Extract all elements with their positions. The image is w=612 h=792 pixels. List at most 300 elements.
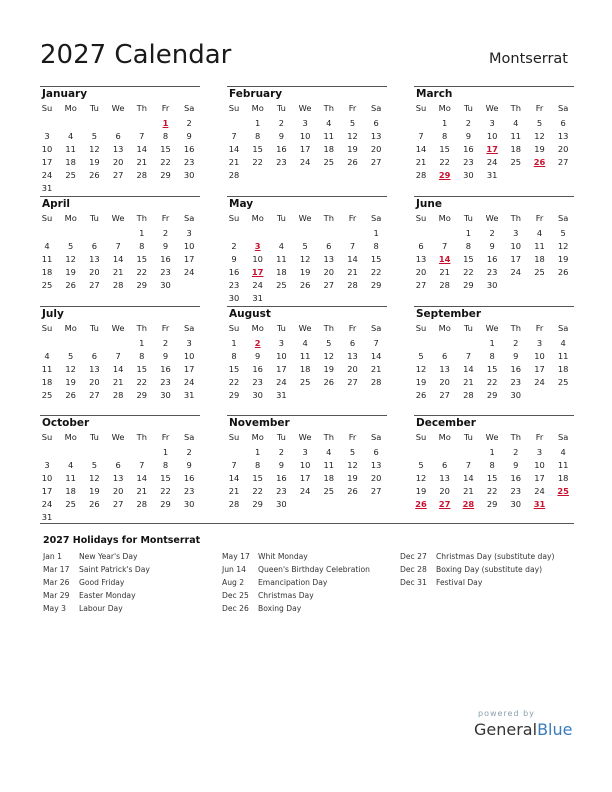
calendar-day: 29: [136, 389, 148, 400]
calendar-day: 14: [112, 253, 124, 264]
calendar-day: 4: [560, 447, 566, 457]
calendar-day: 6: [91, 240, 98, 251]
weekday-header: Tu: [463, 103, 473, 113]
calendar-day: 16: [486, 253, 498, 264]
calendar-day: 9: [278, 459, 285, 470]
calendar-day: 23: [160, 266, 171, 277]
calendar-day: 12: [299, 253, 311, 264]
calendar-day: 19: [299, 266, 311, 277]
calendar-day: 20: [347, 363, 358, 374]
calendar-day: 4: [560, 338, 566, 348]
weekday-header: Su: [228, 213, 240, 223]
calendar-bottom-divider: [40, 523, 574, 524]
weekday-header: Tu: [89, 103, 99, 113]
calendar-day: 26: [347, 485, 358, 496]
calendar-day: 15: [228, 363, 240, 374]
weekday-header: Sa: [558, 213, 569, 223]
holidays-title: 2027 Holidays for Montserrat: [43, 535, 201, 546]
calendar-day: 18: [299, 363, 311, 374]
month-divider: [227, 415, 387, 416]
holiday-date: 28: [462, 498, 475, 509]
holiday-date: 26: [533, 156, 546, 167]
calendar-day: 3: [44, 130, 50, 141]
calendar-day: 15: [136, 363, 148, 374]
weekday-header: We: [485, 213, 499, 223]
calendar-day: 3: [44, 459, 50, 470]
calendar-day: 22: [252, 156, 263, 167]
calendar-day: 8: [373, 240, 379, 251]
calendar-day: 24: [299, 156, 311, 167]
calendar-day: 8: [465, 240, 472, 251]
calendar-day: 5: [418, 350, 424, 361]
weekday-header: Fr: [348, 432, 357, 442]
weekday-header: Tu: [463, 432, 473, 442]
holiday-entry-name: Whit Monday: [258, 552, 308, 561]
holiday-date: 17: [486, 143, 498, 154]
calendar-day: 12: [65, 253, 76, 264]
calendar-day: 31: [183, 389, 195, 400]
calendar-day: 21: [439, 266, 450, 277]
calendar-day: 9: [465, 130, 472, 141]
calendar-day: 2: [513, 338, 519, 348]
calendar-day: 11: [41, 253, 53, 264]
calendar-day: 5: [536, 118, 543, 128]
calendar-day: 18: [557, 363, 569, 374]
calendar-day: 21: [370, 363, 382, 374]
weekday-header: Tu: [276, 103, 286, 113]
weekday-header: We: [298, 213, 312, 223]
calendar-day: 22: [463, 266, 474, 277]
calendar-day: 13: [89, 253, 100, 264]
holiday-date: 31: [533, 498, 546, 509]
calendar-day: 12: [347, 130, 358, 141]
month-divider: [414, 306, 574, 307]
calendar-day: 16: [463, 143, 474, 154]
weekday-header: Mo: [438, 103, 451, 113]
holiday-entry-name: Saint Patrick's Day: [79, 565, 150, 574]
calendar-day: 22: [160, 485, 171, 496]
calendar-day: 9: [255, 350, 261, 361]
holiday-date: 3: [254, 240, 261, 251]
weekday-header: Fr: [535, 103, 544, 113]
calendar-day: 29: [160, 169, 171, 180]
month-divider: [40, 415, 200, 416]
calendar-day: 13: [89, 363, 100, 374]
calendar-day: 9: [489, 240, 495, 251]
month-name: August: [229, 308, 271, 320]
weekday-header: Tu: [89, 432, 99, 442]
calendar-day: 1: [489, 447, 495, 457]
calendar-day: 7: [465, 350, 472, 361]
calendar-day: 18: [65, 485, 76, 496]
calendar-day: 5: [326, 338, 332, 348]
calendar-day: 24: [510, 266, 522, 277]
weekday-header: We: [111, 103, 125, 113]
holiday-entry-date: Dec 31: [400, 578, 427, 587]
calendar-day: 21: [228, 156, 240, 167]
weekday-header: We: [111, 432, 125, 442]
calendar-day: 21: [112, 266, 124, 277]
holiday-date: 14: [438, 253, 451, 264]
calendar-day: 31: [486, 169, 498, 180]
holiday-date: 2: [254, 338, 261, 348]
calendar-day: 25: [41, 389, 53, 400]
calendar-day: 4: [536, 228, 543, 238]
calendar-day: 13: [439, 363, 450, 374]
weekday-header: Su: [415, 213, 427, 223]
calendar-day: 1: [255, 118, 261, 128]
brand-general: General: [474, 720, 538, 739]
calendar-day: 7: [418, 130, 424, 141]
calendar-day: 19: [65, 376, 76, 387]
weekday-header: Th: [323, 432, 334, 442]
calendar-day: 28: [347, 279, 358, 290]
calendar-day: 6: [326, 240, 332, 251]
month-name: May: [229, 198, 254, 210]
calendar-day: 7: [349, 240, 356, 251]
calendar-day: 22: [136, 266, 148, 277]
holiday-entry-date: Dec 27: [400, 552, 427, 561]
calendar-day: 9: [278, 130, 285, 141]
calendar-day: 25: [510, 156, 522, 167]
holiday-date: 17: [251, 266, 264, 277]
holiday-date: 29: [438, 169, 451, 180]
holiday-entry-date: Mar 26: [43, 578, 70, 587]
calendar-day: 21: [136, 156, 148, 167]
calendar-day: 27: [370, 485, 382, 496]
holiday-date: 26: [415, 498, 427, 509]
calendar-day: 12: [89, 143, 100, 154]
calendar-day: 2: [231, 240, 237, 251]
month-name: March: [416, 88, 453, 100]
calendar-day: 17: [299, 472, 311, 483]
holiday-entry-date: Mar 29: [43, 591, 70, 600]
calendar-day: 9: [231, 253, 237, 264]
calendar-day: 10: [183, 240, 195, 251]
calendar-day: 28: [112, 279, 124, 290]
calendar-day: 29: [136, 279, 148, 290]
weekday-header: Mo: [64, 432, 77, 442]
calendar-day: 10: [41, 143, 53, 154]
calendar-day: 8: [231, 350, 237, 361]
calendar-day: 6: [373, 447, 379, 457]
calendar-day: 30: [252, 389, 263, 400]
weekday-header: Su: [228, 323, 240, 333]
calendar-day: 6: [373, 118, 379, 128]
calendar-day: 3: [186, 338, 192, 348]
calendar-day: 14: [112, 363, 124, 374]
calendar-day: 7: [373, 338, 379, 348]
calendar-day: 10: [299, 459, 311, 470]
calendar-day: 13: [112, 143, 124, 154]
month-divider: [227, 306, 387, 307]
calendar-day: 11: [323, 459, 335, 470]
calendar-day: 30: [276, 498, 287, 509]
holiday-entry-name: Queen's Birthday Celebration: [258, 565, 370, 574]
calendar-day: 26: [415, 389, 427, 400]
weekday-header: We: [111, 213, 125, 223]
calendar-day: 19: [65, 266, 76, 277]
weekday-header: Th: [136, 103, 147, 113]
calendar-day: 9: [162, 350, 169, 361]
calendar-day: 18: [323, 143, 335, 154]
calendar-day: 14: [415, 143, 427, 154]
calendar-day: 14: [228, 472, 240, 483]
calendar-day: 16: [228, 266, 240, 277]
calendar-day: 26: [65, 389, 76, 400]
calendar-day: 3: [513, 228, 519, 238]
calendar-day: 25: [65, 498, 76, 509]
calendar-day: 21: [347, 266, 358, 277]
calendar-day: 29: [486, 498, 498, 509]
weekday-header: Fr: [161, 103, 170, 113]
calendar-day: 12: [65, 363, 76, 374]
calendar-day: 15: [486, 363, 498, 374]
holiday-entry-date: Dec 28: [400, 565, 427, 574]
calendar-day: 1: [489, 338, 495, 348]
calendar-day: 24: [299, 485, 311, 496]
weekday-header: Sa: [371, 323, 382, 333]
calendar-day: 25: [557, 376, 569, 387]
calendar-day: 6: [442, 459, 448, 470]
calendar-day: 4: [326, 447, 332, 457]
calendar-day: 17: [299, 143, 311, 154]
calendar-day: 6: [560, 118, 566, 128]
calendar-day: 22: [252, 485, 263, 496]
calendar-day: 25: [276, 279, 287, 290]
calendar-day: 7: [442, 240, 448, 251]
weekday-header: Su: [415, 103, 427, 113]
weekday-header: Th: [510, 103, 521, 113]
calendar-day: 8: [255, 459, 261, 470]
month-name: September: [416, 308, 482, 320]
calendar-day: 18: [557, 472, 569, 483]
weekday-header: Th: [510, 213, 521, 223]
calendar-day: 2: [186, 447, 192, 457]
calendar-day: 18: [323, 472, 335, 483]
calendar-day: 31: [276, 389, 287, 400]
calendar-day: 30: [486, 279, 498, 290]
powered-by-text: powered by: [478, 709, 535, 718]
calendar-day: 20: [370, 143, 382, 154]
calendar-day: 23: [228, 279, 240, 290]
calendar-day: 5: [418, 459, 424, 470]
calendar-day: 20: [323, 266, 335, 277]
calendar-day: 18: [41, 376, 53, 387]
calendar-day: 6: [442, 350, 448, 361]
calendar-day: 2: [162, 338, 169, 348]
holiday-entry-date: Mar 17: [43, 565, 70, 574]
calendar-day: 16: [160, 363, 171, 374]
calendar-day: 1: [162, 447, 169, 457]
weekday-header: Tu: [276, 323, 286, 333]
weekday-header: Mo: [438, 213, 451, 223]
calendar-day: 18: [41, 266, 53, 277]
weekday-header: Mo: [251, 103, 264, 113]
calendar-day: 3: [302, 118, 308, 128]
calendar-day: 31: [41, 511, 53, 522]
calendar-day: 4: [68, 459, 74, 470]
calendar-day: 4: [278, 240, 285, 251]
calendar-day: 24: [534, 485, 545, 496]
calendar-day: 3: [302, 447, 308, 457]
calendar-day: 13: [112, 472, 124, 483]
calendar-day: 11: [557, 350, 569, 361]
calendar-day: 13: [323, 253, 335, 264]
calendar-day: 30: [510, 389, 522, 400]
weekday-header: Mo: [438, 323, 451, 333]
calendar-day: 24: [183, 266, 195, 277]
calendar-day: 6: [115, 130, 121, 141]
weekday-header: Mo: [251, 323, 264, 333]
calendar-day: 11: [65, 472, 76, 483]
month-divider: [227, 196, 387, 197]
calendar-day: 31: [41, 182, 53, 193]
calendar-day: 15: [439, 143, 450, 154]
calendar-day: 23: [183, 156, 195, 167]
calendar-day: 30: [463, 169, 474, 180]
calendar-day: 1: [373, 228, 379, 238]
calendar-day: 30: [160, 389, 171, 400]
calendar-day: 30: [183, 169, 195, 180]
calendar-day: 13: [415, 253, 427, 264]
calendar-day: 30: [510, 498, 522, 509]
calendar-day: 11: [534, 240, 545, 251]
month-divider: [40, 196, 200, 197]
calendar-day: 4: [44, 240, 50, 251]
weekday-header: Tu: [276, 213, 286, 223]
calendar-day: 16: [510, 363, 522, 374]
calendar-day: 7: [465, 459, 472, 470]
calendar-day: 14: [136, 472, 148, 483]
calendar-day: 23: [463, 156, 474, 167]
calendar-day: 24: [252, 279, 263, 290]
weekday-header: Th: [136, 213, 147, 223]
calendar-day: 15: [486, 472, 498, 483]
calendar-day: 22: [136, 376, 148, 387]
weekday-header: Mo: [251, 432, 264, 442]
calendar-day: 26: [89, 498, 100, 509]
calendar-day: 11: [41, 363, 53, 374]
calendar-day: 28: [439, 279, 450, 290]
calendar-day: 11: [510, 130, 522, 141]
calendar-day: 9: [513, 350, 519, 361]
calendar-day: 4: [44, 350, 50, 361]
calendar-day: 2: [162, 228, 169, 238]
weekday-header: Sa: [371, 103, 382, 113]
calendar-day: 27: [557, 156, 569, 167]
calendar-day: 23: [510, 485, 522, 496]
holiday-date: 1: [162, 118, 169, 128]
calendar-day: 12: [89, 472, 100, 483]
calendar-day: 17: [41, 485, 53, 496]
calendar-day: 15: [252, 472, 263, 483]
calendar-day: 5: [302, 240, 308, 251]
calendar-day: 8: [255, 130, 261, 141]
calendar-day: 28: [136, 169, 148, 180]
weekday-header: Fr: [161, 323, 170, 333]
holiday-entry-name: Festival Day: [436, 578, 483, 587]
generalblue-logo[interactable]: [474, 720, 572, 739]
calendar-day: 7: [115, 240, 121, 251]
calendar-day: 2: [465, 118, 472, 128]
calendar-day: 16: [160, 253, 171, 264]
calendar-day: 30: [183, 498, 195, 509]
weekday-header: Tu: [89, 213, 99, 223]
calendar-day: 26: [89, 169, 100, 180]
calendar-day: 7: [139, 459, 145, 470]
calendar-day: 28: [136, 498, 148, 509]
calendar-day: 5: [68, 350, 74, 361]
month-name: January: [42, 88, 88, 100]
calendar-day: 8: [489, 459, 495, 470]
weekday-header: Th: [323, 323, 334, 333]
calendar-day: 18: [276, 266, 287, 277]
calendar-day: 7: [231, 130, 237, 141]
weekday-header: Mo: [64, 323, 77, 333]
calendar-day: 13: [439, 472, 450, 483]
calendar-day: 16: [252, 363, 263, 374]
calendar-day: 16: [276, 143, 287, 154]
month-name: October: [42, 417, 90, 429]
calendar-day: 19: [415, 376, 427, 387]
calendar-day: 1: [442, 118, 448, 128]
weekday-header: Th: [510, 432, 521, 442]
calendar-day: 5: [91, 130, 98, 141]
month-name: June: [416, 198, 442, 210]
holiday-entry-name: Christmas Day: [258, 591, 314, 600]
weekday-header: Su: [228, 432, 240, 442]
calendar-day: 21: [136, 485, 148, 496]
calendar-day: 17: [41, 156, 53, 167]
calendar-day: 11: [299, 350, 311, 361]
calendar-day: 10: [510, 240, 522, 251]
calendar-day: 12: [347, 459, 358, 470]
weekday-header: Fr: [535, 213, 544, 223]
calendar-day: 10: [183, 350, 195, 361]
calendar-day: 10: [486, 130, 498, 141]
weekday-header: Su: [41, 213, 53, 223]
weekday-header: We: [298, 323, 312, 333]
calendar-day: 11: [65, 143, 76, 154]
calendar-day: 10: [534, 459, 545, 470]
calendar-day: 14: [136, 143, 148, 154]
calendar-day: 19: [347, 143, 358, 154]
calendar-day: 25: [65, 169, 76, 180]
calendar-day: 2: [186, 118, 192, 128]
calendar-day: 17: [534, 363, 545, 374]
calendar-day: 29: [486, 389, 498, 400]
calendar-day: 20: [439, 485, 450, 496]
calendar-day: 2: [278, 118, 285, 128]
weekday-header: Tu: [463, 213, 473, 223]
calendar-day: 22: [486, 485, 498, 496]
weekday-header: Fr: [535, 432, 544, 442]
holiday-entry-date: May 3: [43, 604, 66, 613]
weekday-header: Sa: [371, 432, 382, 442]
calendar-day: 26: [347, 156, 358, 167]
calendar-day: 1: [139, 228, 145, 238]
weekday-header: We: [298, 103, 312, 113]
calendar-day: 19: [89, 485, 100, 496]
holiday-entry-name: Christmas Day (substitute day): [436, 552, 555, 561]
holiday-entry-date: May 17: [222, 552, 250, 561]
calendar-day: 8: [139, 240, 145, 251]
weekday-header: Sa: [558, 432, 569, 442]
calendar-day: 9: [186, 459, 192, 470]
month-name: February: [229, 88, 283, 100]
weekday-header: Sa: [184, 103, 195, 113]
